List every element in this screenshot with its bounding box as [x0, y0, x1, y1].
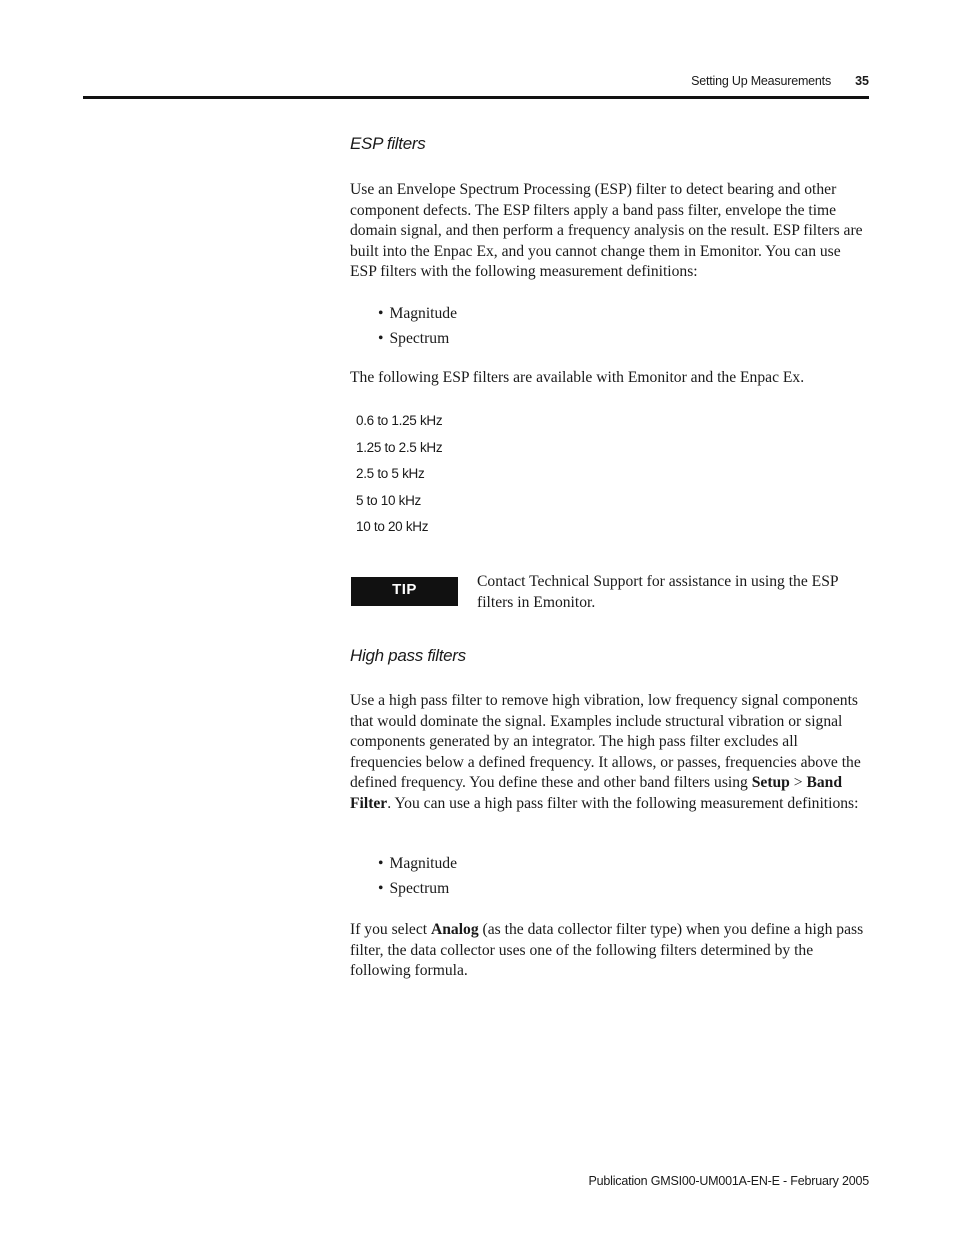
analog-text: If you select — [350, 921, 431, 938]
setup-menu-ref: Setup — [751, 774, 790, 792]
analog-term: Analog — [430, 921, 479, 938]
frequency-item: 1.25 to 2.5 kHz — [356, 439, 443, 455]
high-pass-filters-heading: High pass filters — [350, 646, 466, 665]
esp-available-paragraph: The following ESP filters are available with Emonitor and the Enpac Ex. — [350, 369, 805, 386]
list-item: • Spectrum — [378, 876, 457, 901]
list-item: • Spectrum — [378, 326, 457, 351]
frequency-item: 10 to 20 kHz — [356, 519, 429, 535]
tip-badge: TIP — [351, 577, 458, 606]
frequency-item: 5 to 10 kHz — [356, 492, 421, 508]
high-pass-paragraph — [350, 691, 870, 815]
list-item: • Magnitude — [378, 851, 457, 876]
running-header — [0, 74, 869, 94]
menu-separator: > — [789, 774, 807, 792]
frequency-item: 2.5 to 5 kHz — [356, 466, 425, 482]
frequency-item: 0.6 to 1.25 kHz — [356, 413, 443, 428]
high-pass-text: Use a high pass filter to remove high vibration, low frequency signal components that would dominate the signal. Examples include structural vibration or signal components generated by an integrator. The high pass filter excludes all frequencies below a defined frequency. It allows, or passes, frequencies above the defined frequency. You define these and other band filters using — [350, 692, 861, 792]
publication-footer: Publication GMSI00-UM001A-EN-E - February 2005 — [588, 1174, 869, 1188]
esp-filters-heading: ESP filters — [350, 134, 426, 153]
esp-measurement-list — [378, 301, 457, 351]
band-filter-menu-ref: Band Filter — [350, 774, 842, 812]
analog-text-end: (as the data collector filter type) when you define a high pass filter, the data collector uses one of the following filters determined by the following formula. — [350, 921, 864, 980]
tip-text: Contact Technical Support for assistance in using the ESP filters in Emonitor. — [477, 573, 838, 611]
esp-frequency-list — [356, 408, 442, 541]
header-rule — [83, 96, 869, 99]
running-header-section-title: Setting Up Measurements — [691, 74, 831, 88]
esp-intro-paragraph: Use an Envelope Spectrum Processing (ESP) filter to detect bearing and other component defects. The ESP filters apply a band pass filter, envelope the time domain signal, and then perform a frequency analysis on the result. ESP filters are built into the Enpac Ex, and you cannot change them in Emonitor. You can use ESP filters with the following measurement definitions: — [350, 181, 863, 281]
high-pass-text-end: . You can use a high pass filter with the following measurement definitions: — [387, 794, 859, 812]
high-pass-measurement-list — [378, 851, 457, 901]
analog-paragraph — [350, 920, 870, 982]
list-item: • Magnitude — [378, 301, 457, 326]
page-number: 35 — [855, 74, 869, 88]
